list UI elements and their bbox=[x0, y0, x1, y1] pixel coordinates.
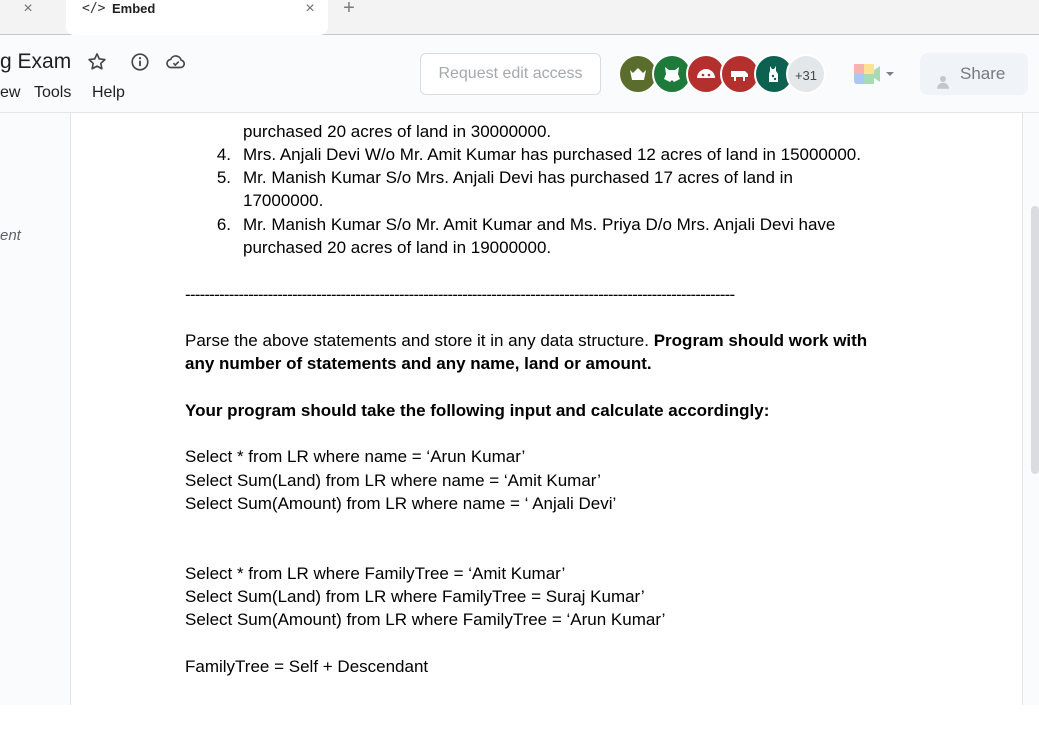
tab-close-icon[interactable]: × bbox=[305, 0, 315, 17]
document-page[interactable] bbox=[70, 113, 1023, 705]
family-tree-definition: FamilyTree = Self + Descendant bbox=[185, 657, 429, 676]
parse-instruction-line-1 bbox=[185, 331, 867, 351]
list-number: 4. bbox=[216, 145, 231, 164]
browser-tab-embed[interactable] bbox=[66, 0, 328, 35]
docs-header bbox=[0, 35, 1039, 113]
bottom-blank-area bbox=[0, 705, 1039, 742]
query-line: Select Sum(Amount) from LR where name = ‘ Anjali Devi’ bbox=[185, 494, 617, 513]
query-line: Select Sum(Land) from LR where name = ‘Amit Kumar’ bbox=[185, 471, 601, 490]
query-line: Select Sum(Amount) from LR where FamilyTree = ‘Arun Kumar’ bbox=[185, 610, 666, 629]
share-button[interactable] bbox=[920, 53, 1028, 95]
animal-icon bbox=[626, 62, 650, 86]
list-item-3-continuation: purchased 20 acres of land in 30000000. bbox=[243, 122, 552, 141]
cloud-saved-icon[interactable] bbox=[165, 51, 187, 73]
new-tab-plus-icon[interactable]: + bbox=[343, 0, 355, 19]
parse-plain-text: Parse the above statements and store it in any data structure. bbox=[185, 331, 654, 350]
browser-tab-strip bbox=[0, 0, 1039, 35]
animal-icon bbox=[728, 62, 752, 86]
parse-bold-text: Program should work with bbox=[653, 331, 868, 350]
meet-icon bbox=[848, 55, 902, 93]
star-icon[interactable] bbox=[86, 51, 108, 73]
more-collaborators-badge[interactable]: +31 bbox=[786, 54, 826, 94]
meet-button[interactable] bbox=[848, 55, 902, 93]
tab-title: Embed bbox=[112, 1, 156, 16]
document-canvas bbox=[0, 113, 1039, 742]
menu-help[interactable]: Help bbox=[92, 84, 125, 101]
document-title[interactable]: g Exam bbox=[0, 50, 72, 73]
dashed-divider: ----------------------------------------------------------------------------------------------------------------- bbox=[185, 285, 735, 304]
query-line: Select Sum(Land) from LR where FamilyTree = Suraj Kumar’ bbox=[185, 587, 645, 606]
parse-instruction-line-2: any number of statements and any name, land or amount. bbox=[185, 354, 652, 373]
list-number: 6. bbox=[216, 215, 231, 234]
code-icon: </> bbox=[82, 1, 106, 16]
share-label: Share bbox=[960, 64, 1006, 83]
vertical-scrollbar-thumb[interactable] bbox=[1031, 206, 1039, 474]
request-edit-access-button[interactable]: Request edit access bbox=[420, 53, 601, 95]
info-icon[interactable] bbox=[129, 51, 151, 73]
list-item-6-line-2: purchased 20 acres of land in 19000000. bbox=[243, 238, 552, 257]
menu-view[interactable]: ew bbox=[0, 84, 21, 101]
person-icon bbox=[934, 65, 952, 107]
list-item-5-line-1: Mr. Manish Kumar S/o Mrs. Anjali Devi has purchased 17 acres of land in bbox=[243, 168, 793, 187]
query-line: Select * from LR where FamilyTree = ‘Amit Kumar’ bbox=[185, 564, 566, 583]
list-item-5-line-2: 17000000. bbox=[243, 191, 324, 210]
animal-icon bbox=[762, 62, 786, 86]
animal-icon bbox=[694, 62, 718, 86]
previous-tab-close-icon[interactable]: × bbox=[23, 0, 33, 17]
list-number: 5. bbox=[216, 168, 231, 187]
animal-icon bbox=[660, 62, 684, 86]
query-line: Select * from LR where name = ‘Arun Kumar’ bbox=[185, 447, 526, 466]
input-heading: Your program should take the following input and calculate accordingly: bbox=[185, 401, 770, 420]
left-panel-text: ent bbox=[0, 227, 21, 244]
menu-tools[interactable]: Tools bbox=[34, 84, 72, 101]
list-item-6-line-1: Mr. Manish Kumar S/o Mr. Amit Kumar and Ms. Priya D/o Mrs. Anjali Devi have bbox=[243, 215, 836, 234]
list-item-4: Mrs. Anjali Devi W/o Mr. Amit Kumar has purchased 12 acres of land in 15000000. bbox=[243, 145, 861, 164]
